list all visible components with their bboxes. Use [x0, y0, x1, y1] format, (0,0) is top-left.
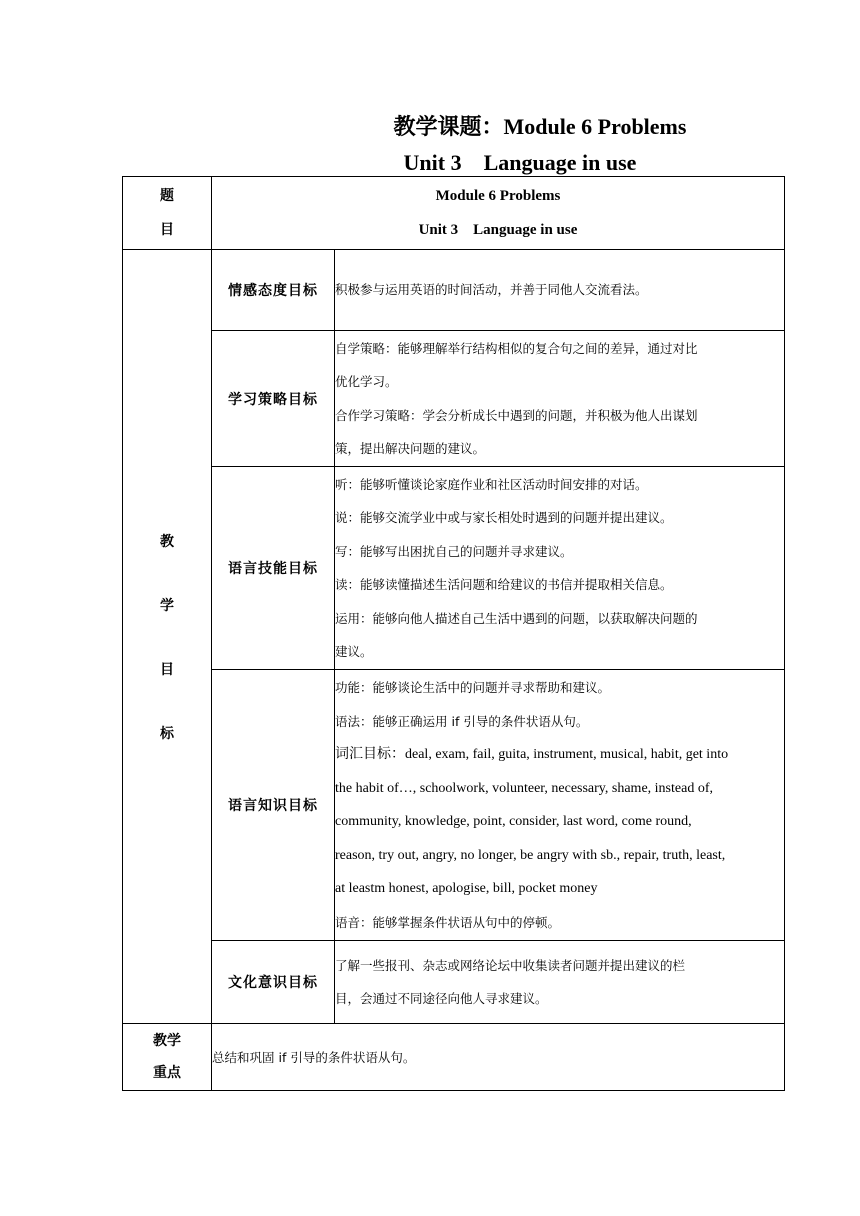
subject-line-2: Unit 3 Language in use	[418, 222, 578, 238]
title-line-2: Unit 3 Language in use	[403, 150, 637, 175]
key-points-label: 教学 重点	[123, 1024, 212, 1091]
subject-row	[123, 177, 785, 250]
key-points-text: 总结和巩固 if 引导的条件状语从句。	[212, 1024, 785, 1091]
key-points-row	[123, 1024, 785, 1091]
objective-content: 了解一些报刊、杂志或网络论坛中收集读者问题并提出建议的栏 目，会通过不同途径向他人寻求建议。	[335, 941, 785, 1024]
objective-category: 语言知识目标	[212, 670, 335, 941]
subject-value	[212, 177, 785, 250]
objective-category: 学习策略目标	[212, 331, 335, 467]
lesson-plan-table	[122, 176, 785, 1091]
objectives-label: 教 学 目 标	[123, 250, 212, 1024]
objective-row	[123, 941, 785, 1024]
subject-label: 题 目	[123, 177, 212, 250]
objective-category: 语言技能目标	[212, 467, 335, 670]
subject-line-1: Module 6 Problems	[435, 188, 561, 204]
document-title	[210, 112, 830, 178]
objective-content: 自学策略：能够理解举行结构相似的复合句之间的差异，通过对比 优化学习。 合作学习策略：学会分析成长中遇到的问题，并积极为他人出谋划 策，提出解决问题的建议。	[335, 331, 785, 467]
objective-row	[123, 331, 785, 467]
objective-content: 积极参与运用英语的时间活动，并善于同他人交流看法。	[335, 250, 785, 331]
objective-content: 听：能够听懂谈论家庭作业和社区活动时间安排的对话。 说：能够交流学业中或与家长相处时遇到的问题并提出建议。 写：能够写出困扰自己的问题并寻求建议。 读：能够读懂描述生活问题和给建议的书信并提取相关信息。 运用：能够向他人描述自己生活中遇到的问题，以获取解决问题的 建议。	[335, 467, 785, 670]
objective-category: 文化意识目标	[212, 941, 335, 1024]
objective-row	[123, 670, 785, 941]
title-line-1: 教学课题：Module 6 Problems	[393, 114, 687, 139]
objective-row	[123, 467, 785, 670]
objective-category: 情感态度目标	[212, 250, 335, 331]
objective-row	[123, 250, 785, 331]
objective-content: 功能：能够谈论生活中的问题并寻求帮助和建议。 语法：能够正确运用 if 引导的条件状语从句。 词汇目标：deal, exam, fail, guita, instrument, musical, habit, get into the habit of…, schoolwork, volunteer, necessary, shame, instead of, community, knowledge, point, consider, last word, come round, reason, try out, angry, no longer, be angry with sb., repair, truth, least, at leastm honest, apologise, bill, pocket money 语音：能够掌握条件状语从句中的停顿。	[335, 670, 785, 941]
